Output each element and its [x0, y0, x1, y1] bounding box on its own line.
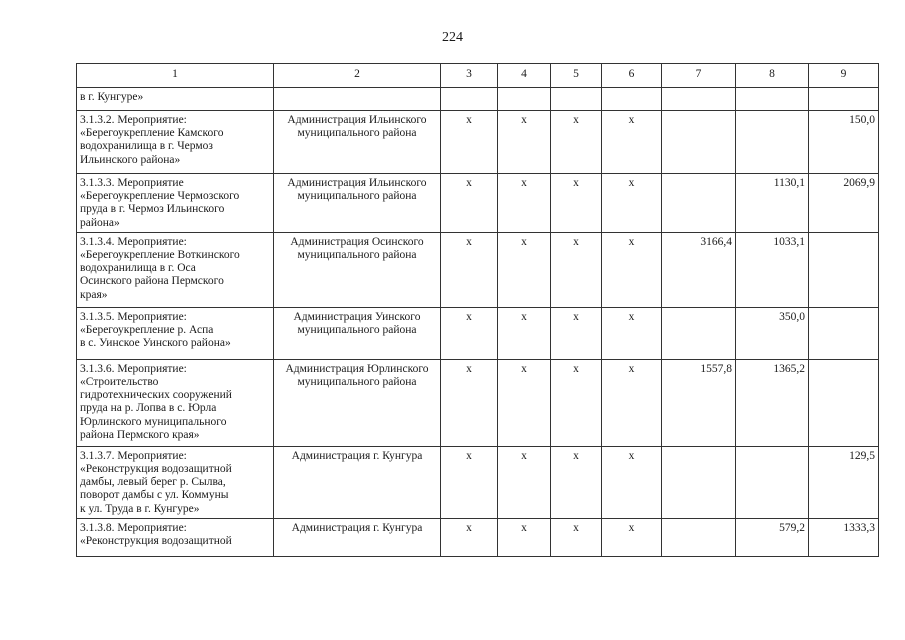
cell-col-7: 3166,4	[662, 232, 736, 307]
header-col-4: 4	[498, 64, 551, 88]
responsible-org: Администрация Осинского муниципального района	[274, 232, 441, 307]
program-table	[76, 63, 879, 557]
cell-col-5: x	[551, 307, 602, 359]
table-cell	[551, 88, 602, 111]
measure-name: 3.1.3.3. Мероприятие «Берегоукрепление Чермозского пруда в г. Чермоз Ильинского района»	[77, 174, 274, 233]
cell-col-5: x	[551, 174, 602, 233]
measure-name: 3.1.3.6. Мероприятие: «Строительство гидротехнических сооружений пруда на р. Лопва в с. Юрла Юрлинского муниципального района Пермского края»	[77, 359, 274, 446]
header-row	[77, 64, 879, 88]
cell-col-5: x	[551, 232, 602, 307]
cell-col-3: x	[441, 307, 498, 359]
cell-col-3: x	[441, 111, 498, 174]
header-col-9: 9	[809, 64, 879, 88]
measure-name: 3.1.3.8. Мероприятие: «Реконструкция водозащитной	[77, 518, 274, 556]
cell-col-7	[662, 518, 736, 556]
cell-col-9: 150,0	[809, 111, 879, 174]
cell-col-9	[809, 232, 879, 307]
cell-col-7	[662, 307, 736, 359]
cell-col-5: x	[551, 111, 602, 174]
cell-col-7	[662, 111, 736, 174]
cell-col-4: x	[498, 446, 551, 518]
table-row	[77, 111, 879, 174]
cell-col-7	[662, 446, 736, 518]
table-row	[77, 446, 879, 518]
responsible-org: Администрация г. Кунгура	[274, 446, 441, 518]
measure-name: 3.1.3.2. Мероприятие: «Берегоукрепление Камского водохранилища в г. Чермоз Ильинского района»	[77, 111, 274, 174]
measure-name: 3.1.3.7. Мероприятие: «Реконструкция водозащитной дамбы, левый берег р. Сылва, поворот дамбы с ул. Коммуны к ул. Труда в г. Кунгуре»	[77, 446, 274, 518]
cell-col-3: x	[441, 232, 498, 307]
cell-col-9	[809, 359, 879, 446]
measure-name: 3.1.3.4. Мероприятие: «Берегоукрепление Воткинского водохранилища в г. Оса Осинского района Пермского края»	[77, 232, 274, 307]
table-row	[77, 232, 879, 307]
header-col-6: 6	[602, 64, 662, 88]
cell-col-9: 1333,3	[809, 518, 879, 556]
responsible-org: Администрация Ильинского муниципального района	[274, 174, 441, 233]
table-row	[77, 359, 879, 446]
table-row	[77, 174, 879, 233]
continuation-row	[77, 88, 879, 111]
page-number: 224	[442, 30, 463, 45]
table-cell	[498, 88, 551, 111]
cell-col-4: x	[498, 518, 551, 556]
cell-col-7: 1557,8	[662, 359, 736, 446]
cell-col-5: x	[551, 518, 602, 556]
table-row	[77, 307, 879, 359]
responsible-org: Администрация Юрлинского муниципального района	[274, 359, 441, 446]
table-cell	[809, 88, 879, 111]
cell-col-3: x	[441, 518, 498, 556]
cell-col-6: x	[602, 518, 662, 556]
table-cell	[602, 88, 662, 111]
header-col-7: 7	[662, 64, 736, 88]
cell-col-8	[736, 111, 809, 174]
responsible-org: Администрация г. Кунгура	[274, 518, 441, 556]
cell-col-8: 579,2	[736, 518, 809, 556]
header-col-2: 2	[274, 64, 441, 88]
cell-col-8: 1365,2	[736, 359, 809, 446]
table-cell	[274, 88, 441, 111]
cell-col-5: x	[551, 359, 602, 446]
table-cell	[441, 88, 498, 111]
cell-col-8: 1130,1	[736, 174, 809, 233]
header-col-5: 5	[551, 64, 602, 88]
responsible-org: Администрация Ильинского муниципального района	[274, 111, 441, 174]
table-cell	[736, 88, 809, 111]
cell-col-3: x	[441, 359, 498, 446]
cell-col-8	[736, 446, 809, 518]
cell-col-3: x	[441, 446, 498, 518]
cell-col-4: x	[498, 111, 551, 174]
continuation-text: в г. Кунгуре»	[77, 88, 274, 111]
cell-col-6: x	[602, 232, 662, 307]
cell-col-9	[809, 307, 879, 359]
cell-col-4: x	[498, 232, 551, 307]
cell-col-8: 350,0	[736, 307, 809, 359]
cell-col-7	[662, 174, 736, 233]
table-cell	[662, 88, 736, 111]
cell-col-3: x	[441, 174, 498, 233]
cell-col-6: x	[602, 174, 662, 233]
cell-col-6: x	[602, 111, 662, 174]
header-col-1: 1	[77, 64, 274, 88]
cell-col-9: 2069,9	[809, 174, 879, 233]
table-row	[77, 518, 879, 556]
cell-col-4: x	[498, 174, 551, 233]
cell-col-6: x	[602, 307, 662, 359]
cell-col-4: x	[498, 307, 551, 359]
header-col-3: 3	[441, 64, 498, 88]
cell-col-4: x	[498, 359, 551, 446]
header-col-8: 8	[736, 64, 809, 88]
cell-col-6: x	[602, 446, 662, 518]
cell-col-9: 129,5	[809, 446, 879, 518]
responsible-org: Администрация Уинского муниципального района	[274, 307, 441, 359]
cell-col-8: 1033,1	[736, 232, 809, 307]
cell-col-6: x	[602, 359, 662, 446]
cell-col-5: x	[551, 446, 602, 518]
measure-name: 3.1.3.5. Мероприятие: «Берегоукрепление р. Аспа в с. Уинское Уинского района»	[77, 307, 274, 359]
